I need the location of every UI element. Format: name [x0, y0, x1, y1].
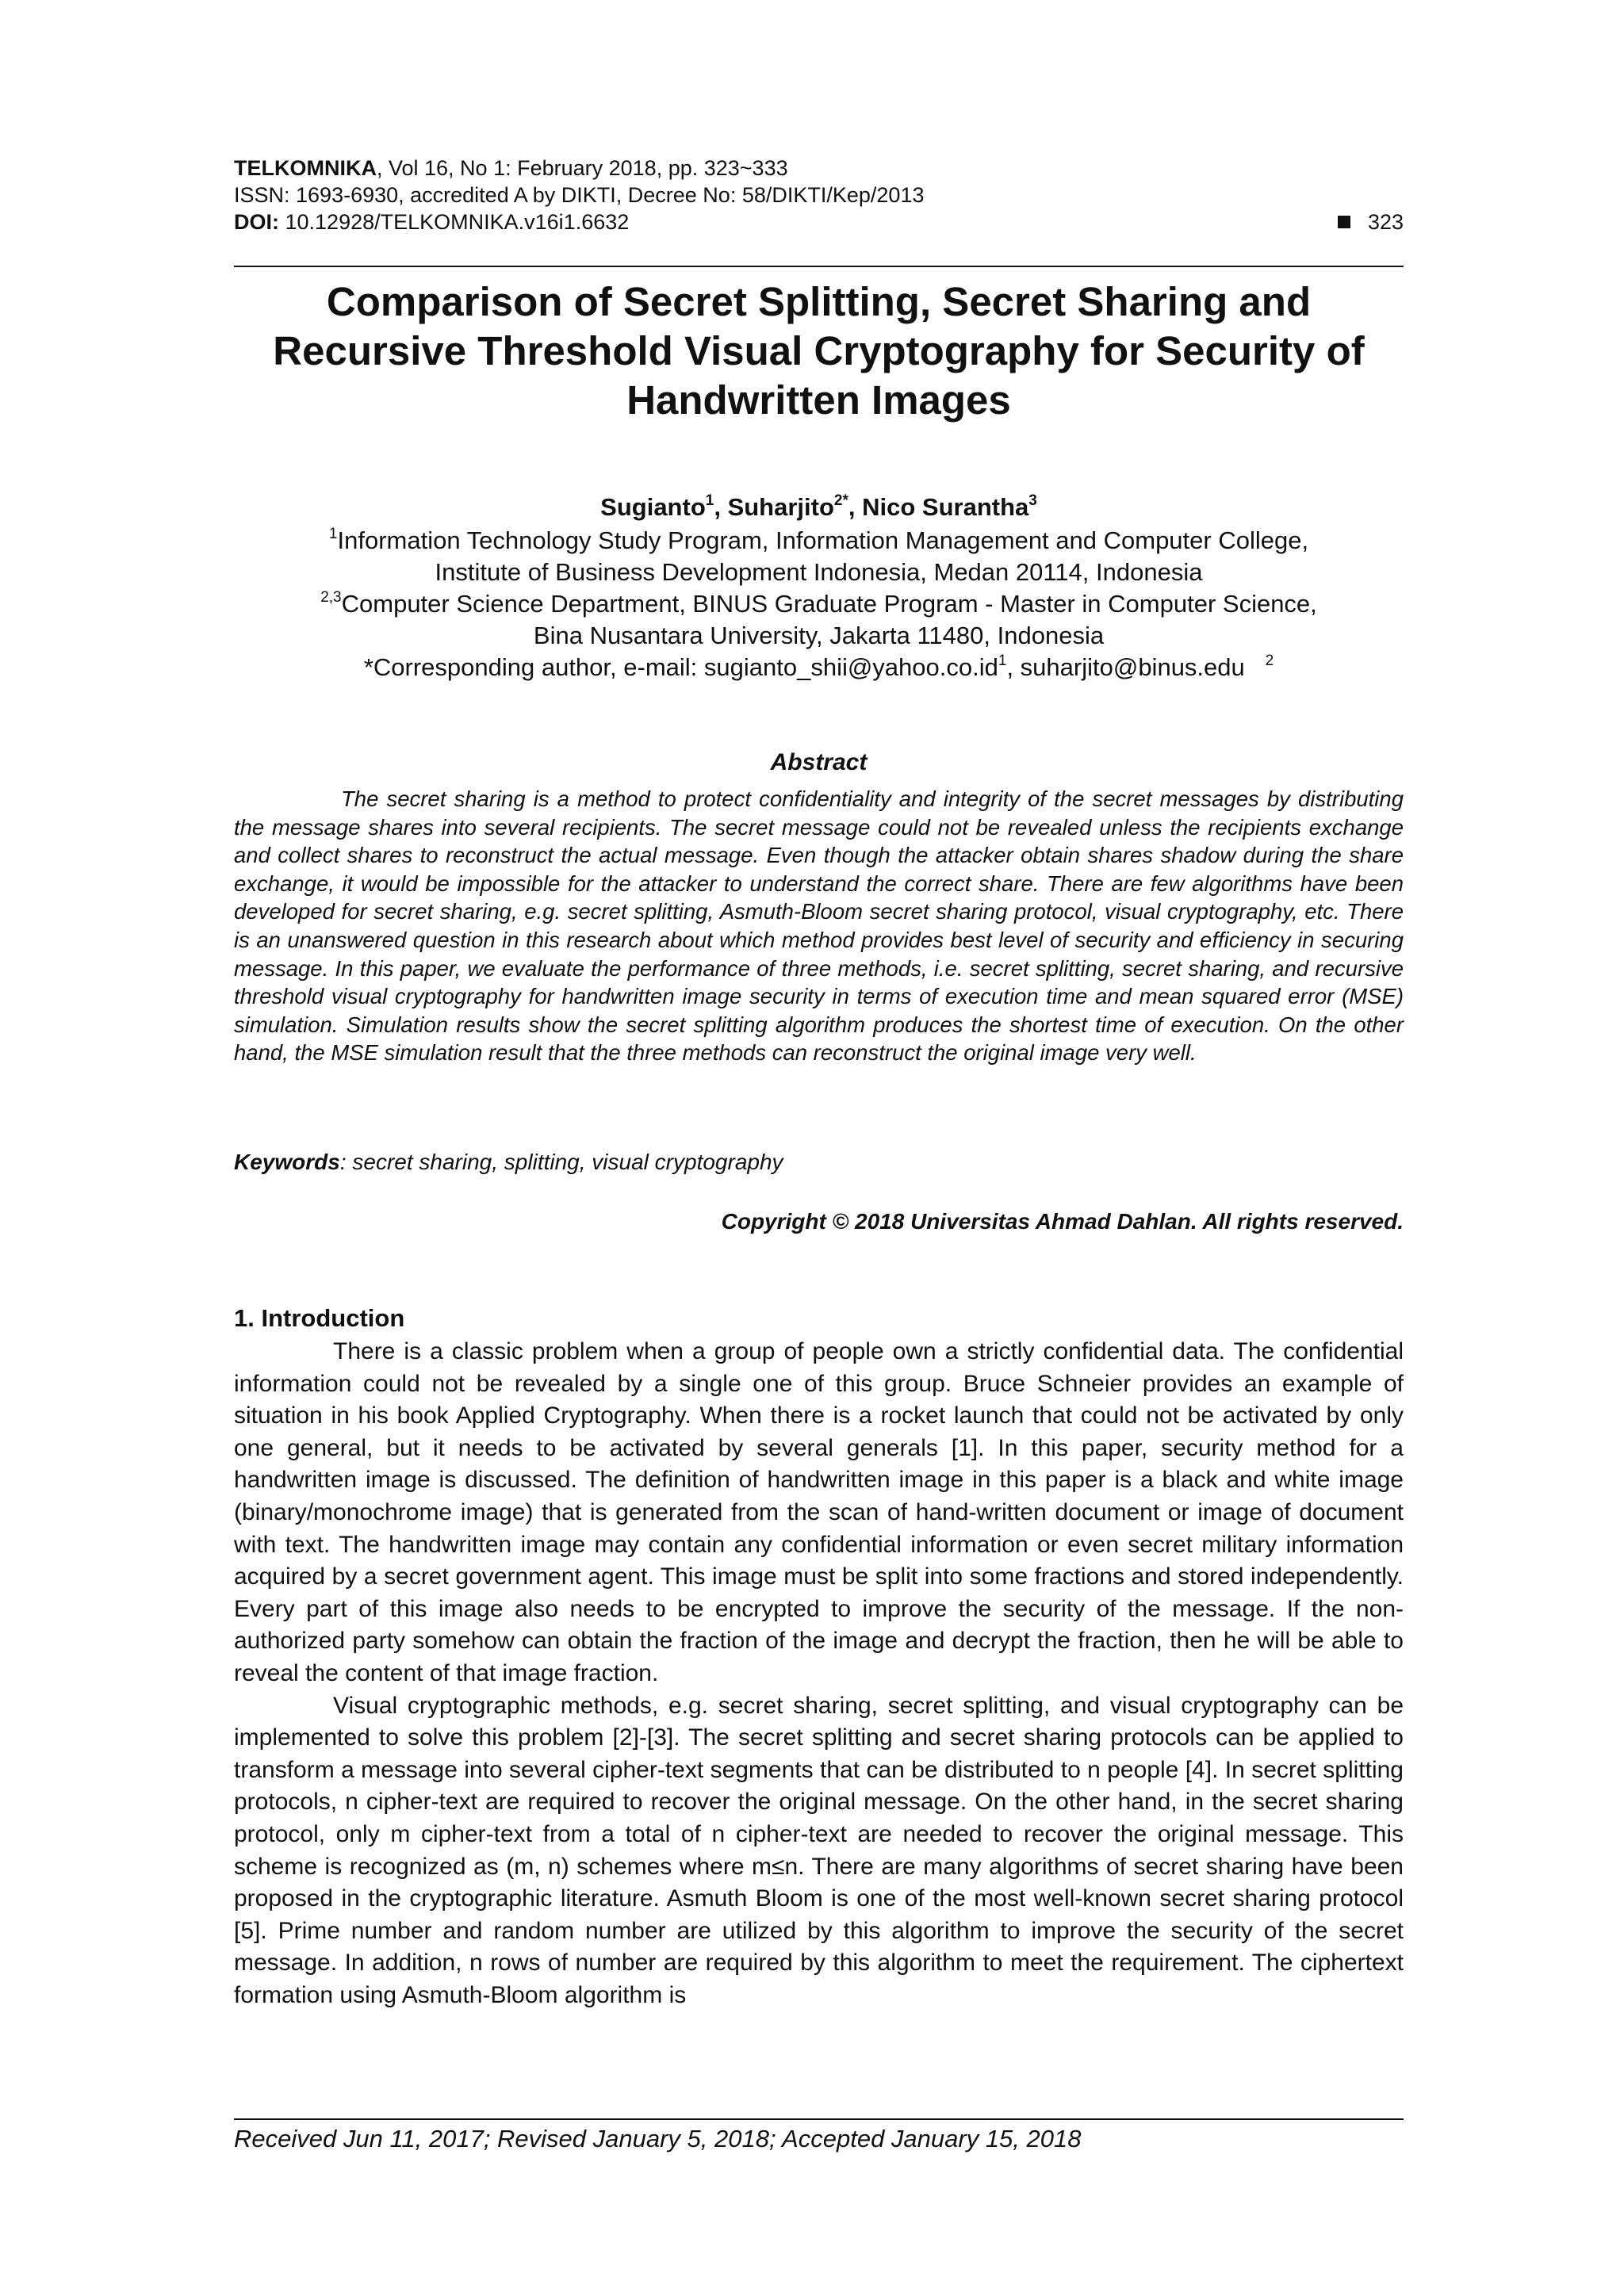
corresponding-email-1: *Corresponding author, e-mail: sugianto_shii@yahoo.co.id [363, 653, 998, 681]
page-number [1338, 209, 1404, 235]
affiliation-1-line-2: Institute of Business Development Indonesia, Medan 20114, Indonesia [435, 558, 1203, 586]
affiliation-2-line-2: Bina Nusantara University, Jakarta 11480, Indonesia [533, 622, 1105, 649]
corresponding-email-2: , suharjito@binus.edu [1006, 653, 1245, 681]
author-1-sup: 1 [705, 492, 714, 509]
corresponding-author [234, 652, 1404, 683]
author-1: Sugianto [600, 493, 706, 521]
keywords-label: Keywords [234, 1150, 340, 1174]
corresponding-sup-2: 2 [1265, 652, 1274, 669]
doi-value: 10.12928/TELKOMNIKA.v16i1.6632 [285, 210, 630, 234]
paragraph-2: Visual cryptographic methods, e.g. secret sharing, secret splitting, and visual cryptography can be implemented to solve this problem [2]-[3]. The secret splitting and secret sharing protocols can be applied to transform a message into several cipher-text segments that can be distributed to n people [4]. In secret splitting protocols, n cipher-text are required to recover the original message. On the other hand, in the secret sharing protocol, only m cipher-text from a total of n cipher-text are needed to recover the original message. This scheme is recognized as (m, n) schemes where m≤n. There are many algorithms of secret sharing have been proposed in the cryptographic literature. Asmuth Bloom is one of the most well-known secret sharing protocol [5]. Prime number and random number are utilized by this algorithm to improve the security of the secret message. In addition, n rows of number are required by this algorithm to meet the requirement. The ciphertext formation using Asmuth-Bloom algorithm is [234, 1692, 1404, 2008]
paragraph-1: There is a classic problem when a group of people own a strictly confidential data. The confidential information could not be revealed by a single one of this group. Bruce Schneier provides an example of situation in his book Applied Cryptography. When there is a rocket launch that could not be activated by only one general, but it needs to be activated by several generals [1]. In this paper, security method for a handwritten image is discussed. The definition of handwritten image in this paper is a black and white image (binary/monochrome image) that is generated from the scan of hand-written document or image of document with text. The handwritten image may contain any confidential information or even secret military information acquired by a secret government agent. This image must be split into some fractions and stored independently. Every part of this image also needs to be encrypted to improve the security of the message. If the non-authorized party somehow can obtain the fraction of the image and decrypt the fraction, then he will be able to reveal the content of that image fraction. [234, 1338, 1404, 1686]
section-heading-introduction: 1. Introduction [234, 1304, 405, 1332]
journal-line [234, 155, 1404, 182]
affiliation-2-sup: 2,3 [320, 589, 342, 606]
abstract-text [234, 785, 1404, 1067]
abstract-body: The secret sharing is a method to protect confidentiality and integrity of the secret messages by distributing the message shares into several recipients. The secret message could not be revealed unless the recipients exchange and collect shares to reconstruct the actual message. Even though the attacker obtain shares shadow during the share exchange, it would be impossible for the attacker to understand the correct share. There are few algorithms have been developed for secret sharing, e.g. secret splitting, Asmuth-Bloom secret sharing protocol, visual cryptography, etc. There is an unanswered question in this research about which method provides best level of security and efficiency in securing message. In this paper, we evaluate the performance of three methods, i.e. secret splitting, secret sharing, and recursive threshold visual cryptography for handwritten image security in terms of execution time and mean squared error (MSE) simulation. Simulation results show the secret splitting algorithm produces the shortest time of execution. On the other hand, the MSE simulation result that the three methods can reconstruct the original image very well. [234, 786, 1404, 1066]
keywords-text: : secret sharing, splitting, visual cryptography [339, 1150, 783, 1174]
abstract-heading: Abstract [770, 749, 868, 775]
journal-volume: , Vol 16, No 1: February 2018, pp. 323~333 [376, 156, 788, 180]
received-dates: Received Jun 11, 2017; Revised January 5, 2018; Accepted January 15, 2018 [234, 2125, 1082, 2152]
journal-header [234, 155, 1404, 235]
keywords [234, 1150, 1404, 1175]
square-bullet-icon [1338, 216, 1350, 228]
author-2-sup: 2* [833, 492, 848, 509]
corresponding-sup-1: 1 [998, 652, 1007, 669]
affiliation-1-line-1: Information Technology Study Program, Information Management and Computer College, [337, 526, 1309, 554]
footer-rule [234, 2118, 1404, 2120]
page-number-value: 323 [1367, 210, 1404, 234]
affiliation-2-line-1: Computer Science Department, BINUS Graduate Program - Master in Computer Science, [341, 590, 1317, 618]
header-rule [234, 266, 1404, 267]
affiliation-1-sup: 1 [328, 526, 338, 542]
doi-line [234, 209, 1404, 235]
author-names [234, 492, 1404, 523]
author-block [234, 492, 1404, 683]
paper-title: Comparison of Secret Splitting, Secret Sharing and Recursive Threshold Visual Cryptography for Security of Handwritten Images [273, 279, 1365, 423]
doi-label: DOI: [234, 210, 285, 234]
copyright-notice: Copyright © 2018 Universitas Ahmad Dahlan. All rights reserved. [721, 1209, 1404, 1234]
journal-name: TELKOMNIKA [234, 156, 377, 180]
author-3-sup: 3 [1028, 492, 1037, 509]
author-3: , Nico Surantha [848, 493, 1029, 521]
author-2: , Suharjito [714, 493, 834, 521]
affiliation-1 [234, 525, 1404, 557]
issn-line: ISSN: 1693-6930, accredited A by DIKTI, Decree No: 58/DIKTI/Kep/2013 [234, 183, 925, 207]
introduction-body [234, 1336, 1404, 2011]
paper-page [234, 0, 1404, 2296]
affiliation-2 [234, 588, 1404, 620]
